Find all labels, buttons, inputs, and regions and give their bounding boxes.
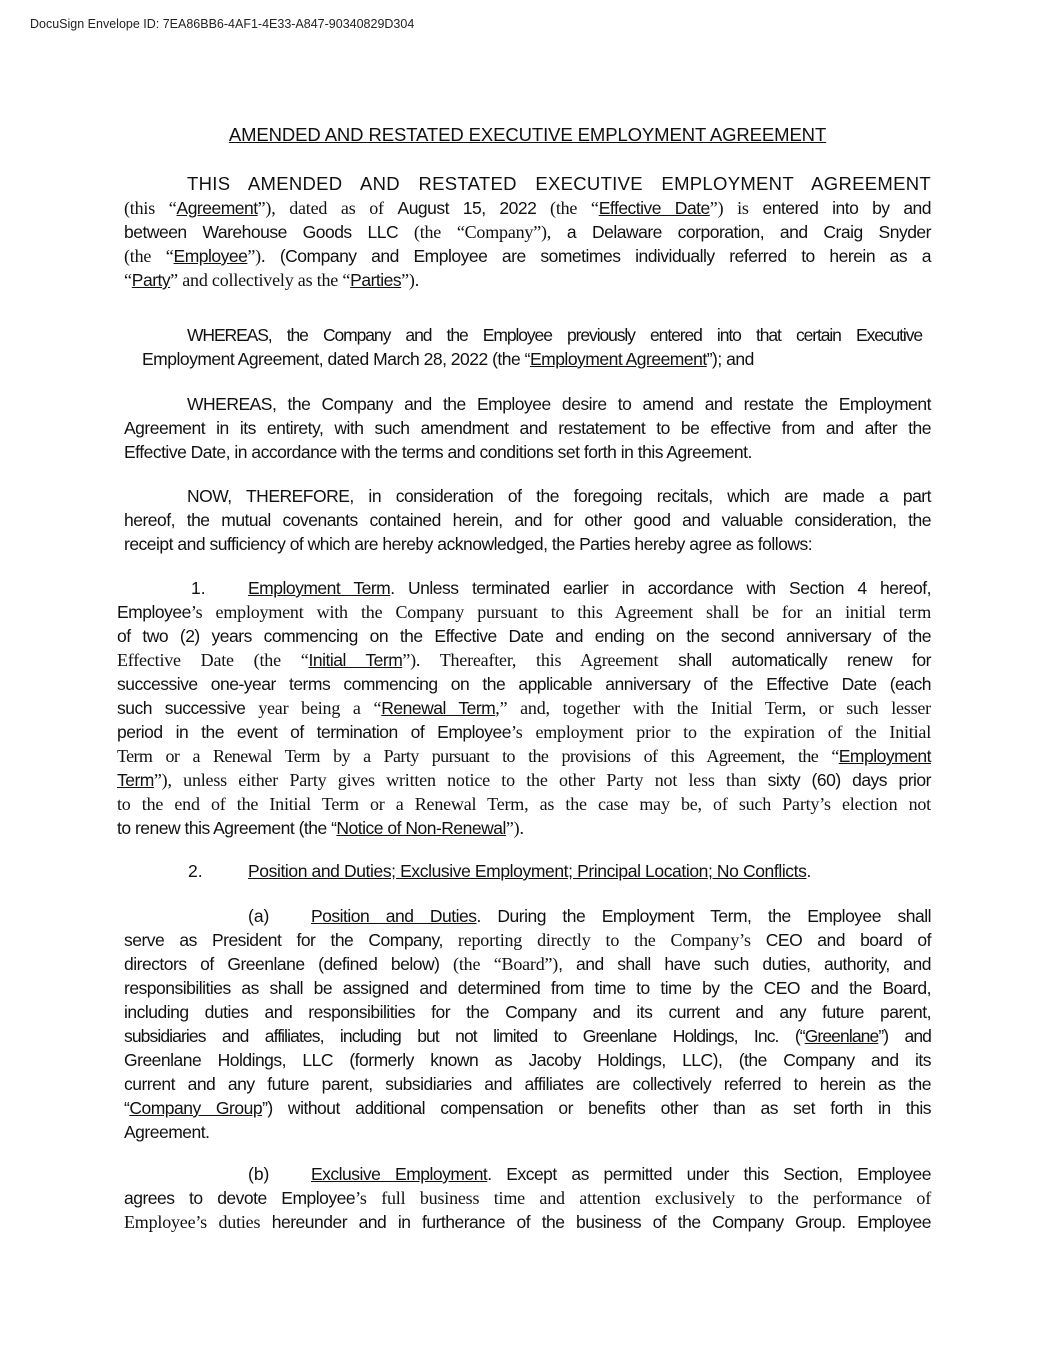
text-run: subsidiaries and affiliates, including but not limited to Greenlane Holdings, Inc. (“ bbox=[124, 1026, 805, 1046]
text-run: shall automatically renew for bbox=[678, 650, 931, 670]
text-run: . Unless terminated earlier in accordance with Section 4 hereof, bbox=[390, 578, 931, 598]
section-line bbox=[117, 744, 931, 768]
section-line bbox=[117, 816, 931, 840]
text-run: Term or a Renewal Term by a Party pursuant to the provisions of this Agreement, the “ bbox=[117, 746, 839, 766]
intro-line bbox=[124, 220, 931, 244]
text-run: (the “Board”) bbox=[453, 954, 559, 974]
section-heading: Employment Term bbox=[248, 578, 391, 598]
section-number: 1. bbox=[191, 578, 206, 598]
recital-line bbox=[124, 508, 931, 532]
text-run: CEO and board of bbox=[765, 930, 932, 950]
subsection-line bbox=[124, 1072, 931, 1096]
whereas-line bbox=[187, 323, 922, 347]
section-line bbox=[248, 576, 931, 600]
text-run: Agreement. bbox=[124, 1122, 210, 1142]
subsection-heading: Position and Duties bbox=[311, 906, 477, 926]
whereas-line bbox=[124, 440, 931, 464]
text-run: (this “ bbox=[124, 198, 177, 218]
section-line bbox=[117, 720, 931, 744]
text-run: such successive bbox=[117, 698, 259, 718]
subsection-line bbox=[124, 1186, 931, 1210]
text-run: ”) without additional compensation or benefits other than as set forth in this bbox=[262, 1098, 931, 1118]
text-run: hereof, the mutual covenants contained herein, and for other good and valuable consideration, the bbox=[124, 510, 931, 530]
text-run: , and shall have such duties, authority, and bbox=[558, 954, 931, 974]
intro-line bbox=[124, 268, 931, 292]
text-run: to the end of the Initial Term or a Renewal Term, as the case may be, of such Party’s election not bbox=[117, 794, 931, 814]
text-run: . bbox=[806, 861, 811, 881]
text-run: responsibilities as shall be assigned and determined from time to time by the CEO and the Board, bbox=[124, 978, 931, 998]
section-line bbox=[117, 768, 931, 792]
text-run: year being a “ bbox=[258, 698, 382, 718]
text-run: (Company and Employee are sometimes individually referred to herein as a bbox=[279, 246, 932, 266]
subsection-label: (b) bbox=[248, 1164, 270, 1184]
defined-term-parties: Parties bbox=[350, 270, 402, 290]
intro-line bbox=[124, 244, 931, 268]
section-line bbox=[117, 792, 931, 816]
text-run: Greenlane Holdings, LLC (formerly known as Jacoby Holdings, LLC), (the Company and its bbox=[124, 1050, 931, 1070]
text-run: period in the event of termination of Employee bbox=[117, 722, 511, 742]
text-run: “ bbox=[124, 270, 132, 290]
section-line bbox=[117, 648, 931, 672]
text-run: NOW, THEREFORE, in consideration of the foregoing recitals, which are made a part bbox=[187, 486, 931, 506]
text-run: August 15, 2022 bbox=[397, 198, 537, 218]
defined-term-greenlane: Greenlane bbox=[804, 1026, 879, 1046]
section-heading-line bbox=[248, 859, 811, 883]
subsection-heading: Exclusive Employment bbox=[311, 1164, 488, 1184]
text-run: ” and collectively as the “ bbox=[170, 270, 351, 290]
text-run: sixty (60) days prior bbox=[767, 770, 931, 790]
text-run: current and any future parent, subsidiaries and affiliates are collectively referred to herein as the bbox=[124, 1074, 931, 1094]
subsection-line bbox=[124, 1120, 931, 1144]
defined-term-employment-agreement: Employment Agreement bbox=[529, 349, 707, 369]
defined-term-effective-date: Effective Date bbox=[598, 198, 710, 218]
subsection-line bbox=[311, 904, 931, 928]
text-run: ”), dated as of bbox=[257, 198, 398, 218]
subsection-line bbox=[311, 1162, 931, 1186]
text-run: ”). bbox=[247, 246, 280, 266]
text-run: reporting directly to the Company’s bbox=[457, 930, 766, 950]
text-run: ”) bbox=[709, 198, 738, 218]
text-run: (the “Company”), bbox=[413, 222, 552, 242]
text-run: Effective Date, in accordance with the terms and conditions set forth in this Agreement. bbox=[124, 442, 752, 462]
text-run: “ bbox=[124, 1098, 130, 1118]
text-run: ’s employment prior to the expiration of the Initial bbox=[510, 722, 931, 742]
text-run: between Warehouse Goods LLC bbox=[124, 222, 414, 242]
section-number: 2. bbox=[188, 861, 203, 881]
text-run: to renew this Agreement (the “ bbox=[117, 818, 337, 838]
text-run: WHEREAS, the Company and the Employee previously entered into that certain Executive bbox=[187, 325, 922, 345]
defined-term-agreement: Agreement bbox=[176, 198, 258, 218]
text-run: Agreement in its entirety, with such amendment and restatement to be effective from and after the bbox=[124, 418, 931, 438]
defined-term-company-group: Company Group bbox=[129, 1098, 263, 1118]
defined-term-employee: Employee bbox=[173, 246, 248, 266]
text-run: . During the Employment Term, the Employee shall bbox=[476, 906, 931, 926]
subsection-line bbox=[124, 1000, 931, 1024]
subsection-line bbox=[124, 1096, 931, 1120]
text-run: is bbox=[737, 198, 749, 218]
defined-term-party: Party bbox=[131, 270, 171, 290]
text-run: ”) and bbox=[878, 1026, 931, 1046]
text-run: Employee’s duties bbox=[124, 1212, 272, 1232]
text-run: WHEREAS, the Company and the Employee desire to amend and restate the Employment bbox=[187, 394, 931, 414]
text-run: agrees to devote Employee bbox=[124, 1188, 356, 1208]
defined-term-renewal-term: Renewal Term bbox=[381, 698, 496, 718]
text-run: ,” and, together with the Initial Term, or such lesser bbox=[495, 698, 931, 718]
section-line bbox=[117, 696, 931, 720]
text-run: Term bbox=[117, 770, 154, 790]
whereas-line bbox=[187, 392, 931, 416]
section-line bbox=[117, 600, 931, 624]
section-line bbox=[117, 672, 931, 696]
envelope-id: DocuSign Envelope ID: 7EA86BB6-4AF1-4E33-A847-90340829D304 bbox=[30, 17, 415, 31]
text-run: (the “ bbox=[536, 198, 599, 218]
text-run: entered into by and bbox=[748, 198, 932, 218]
text-run: receipt and sufficiency of which are hereby acknowledged, the Parties hereby agree as follows: bbox=[124, 534, 813, 554]
text-run: Employee bbox=[117, 602, 191, 622]
section-line bbox=[117, 624, 931, 648]
recital-line bbox=[187, 484, 931, 508]
defined-term-employment-term: Employment bbox=[838, 746, 931, 766]
text-run: directors of Greenlane (defined below) bbox=[124, 954, 454, 974]
subsection-line bbox=[124, 1024, 931, 1048]
recital-line bbox=[124, 532, 931, 556]
text-run: ’s employment with the Company pursuant to this Agreement shall be for an initial term bbox=[190, 602, 931, 622]
text-run: Employment Agreement, dated March 28, 2022 (the “ bbox=[142, 349, 530, 369]
text-run: (the “ bbox=[124, 246, 174, 266]
text-run: ’s full business time and attention exclusively to the performance of bbox=[355, 1188, 931, 1208]
text-run: THIS AMENDED AND RESTATED EXECUTIVE EMPLOYMENT AGREEMENT bbox=[187, 173, 931, 194]
subsection-line bbox=[124, 976, 931, 1000]
subsection-line bbox=[124, 1210, 931, 1234]
subsection-line bbox=[124, 928, 931, 952]
text-run: Effective Date (the “ bbox=[117, 650, 309, 670]
text-run: successive one-year terms commencing on the applicable anniversary of the Effective Date (each bbox=[117, 674, 931, 694]
defined-term-notice-of-non-renewal: Notice of Non-Renewal bbox=[336, 818, 506, 838]
text-run: of two (2) years commencing on the Effective Date and ending on the second anniversary of the bbox=[117, 626, 931, 646]
section-heading: Position and Duties; Exclusive Employment; Principal Location; No Conflicts bbox=[248, 861, 807, 881]
subsection-label: (a) bbox=[248, 906, 270, 926]
text-run: ”). bbox=[401, 270, 420, 290]
subsection-line bbox=[124, 1048, 931, 1072]
defined-term-initial-term: Initial Term bbox=[308, 650, 403, 670]
text-run: including duties and responsibilities for the Company and its current and any future parent, bbox=[124, 1002, 931, 1022]
text-run: hereunder and in furtherance of the business of the Company Group. Employee bbox=[271, 1212, 931, 1232]
text-run: ”), unless either Party gives written notice to the other Party not less than bbox=[153, 770, 768, 790]
text-run: ”); and bbox=[706, 349, 754, 369]
intro-line bbox=[187, 172, 931, 196]
document-title: AMENDED AND RESTATED EXECUTIVE EMPLOYMENT AGREEMENT bbox=[228, 124, 827, 145]
text-run: ”). bbox=[505, 818, 524, 838]
text-run: . Except as permitted under this Section, Employee bbox=[487, 1164, 931, 1184]
text-run: ”). Thereafter, this Agreement bbox=[402, 650, 679, 670]
whereas-line bbox=[142, 347, 932, 371]
subsection-line bbox=[124, 952, 931, 976]
text-run: a Delaware corporation, and Craig Snyder bbox=[551, 222, 931, 242]
intro-line bbox=[124, 196, 931, 220]
whereas-line bbox=[124, 416, 931, 440]
text-run: serve as President for the Company, bbox=[124, 930, 458, 950]
